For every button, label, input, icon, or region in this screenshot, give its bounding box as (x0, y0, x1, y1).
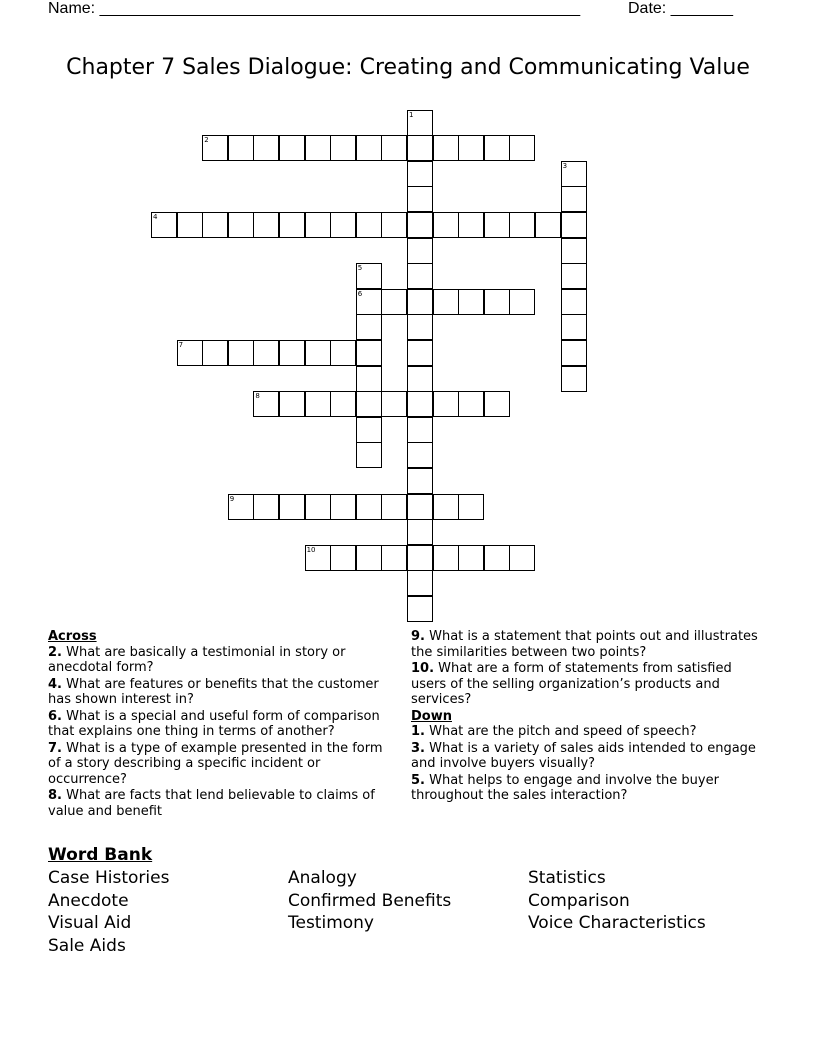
crossword-cell[interactable] (407, 468, 433, 494)
crossword-cell[interactable] (253, 212, 279, 238)
crossword-cell[interactable] (458, 494, 484, 520)
crossword-cell[interactable] (381, 289, 407, 315)
crossword-cell[interactable] (458, 391, 484, 417)
crossword-cell[interactable] (253, 494, 279, 520)
crossword-cell[interactable] (407, 161, 433, 187)
crossword-cell[interactable] (407, 417, 433, 443)
crossword-cell[interactable] (407, 289, 433, 315)
crossword-cell[interactable] (407, 340, 433, 366)
word-bank-item: Statistics (528, 868, 606, 888)
cell-number: 1 (409, 110, 414, 119)
crossword-cell[interactable] (407, 263, 433, 289)
crossword-cell[interactable] (458, 212, 484, 238)
cell-number: 7 (178, 340, 184, 349)
word-bank-item: Testimony (288, 913, 374, 933)
word-bank-item: Anecdote (48, 891, 129, 911)
crossword-cell[interactable] (407, 596, 433, 622)
crossword-cell[interactable] (381, 212, 407, 238)
clue-across-7: 7. What is a type of example presented in the form of a story describing a specific incident or occurrence? (48, 740, 383, 787)
clue-down-5: 5. What helps to engage and involve the buyer throughout the sales interaction? (411, 772, 719, 803)
crossword-cell[interactable] (228, 135, 254, 161)
crossword-cell[interactable] (356, 314, 382, 340)
crossword-cell[interactable] (381, 391, 407, 417)
crossword-cell[interactable] (509, 289, 535, 315)
clue-down-3: 3. What is a variety of sales aids intended to engage and involve buyers visually? (411, 740, 756, 771)
crossword-cell[interactable] (279, 494, 305, 520)
crossword-cell[interactable] (228, 494, 254, 520)
crossword-cell[interactable] (433, 135, 459, 161)
crossword-cell[interactable] (330, 494, 356, 520)
crossword-cell[interactable] (561, 161, 587, 187)
crossword-cell[interactable] (561, 186, 587, 212)
clue-across-4: 4. What are features or benefits that the customer has shown interest in? (48, 676, 379, 707)
crossword-cell[interactable] (535, 212, 561, 238)
word-bank-item: Case Histories (48, 868, 170, 888)
cell-number: 3 (562, 161, 568, 170)
crossword-cell[interactable] (330, 391, 356, 417)
clue-across-2: 2. What are basically a testimonial in story or anecdotal form? (48, 644, 346, 675)
crossword-cell[interactable] (356, 212, 382, 238)
crossword-cell[interactable] (330, 212, 356, 238)
crossword-cell[interactable] (279, 340, 305, 366)
crossword-cell[interactable] (356, 366, 382, 392)
crossword-cell[interactable] (509, 212, 535, 238)
crossword-cell[interactable] (484, 135, 510, 161)
crossword-cell[interactable] (407, 110, 433, 136)
word-bank-item: Visual Aid (48, 913, 132, 933)
crossword-cell[interactable] (561, 263, 587, 289)
crossword-cell[interactable] (305, 494, 331, 520)
crossword-cell[interactable] (279, 135, 305, 161)
crossword-cell[interactable] (305, 212, 331, 238)
crossword-cell[interactable] (202, 212, 228, 238)
crossword-cell[interactable] (484, 289, 510, 315)
crossword-cell[interactable] (151, 212, 177, 238)
crossword-cell[interactable] (356, 340, 382, 366)
crossword-cell[interactable] (356, 442, 382, 468)
crossword-cell[interactable] (381, 545, 407, 571)
crossword-cell[interactable] (356, 417, 382, 443)
clue-across-6: 6. What is a special and useful form of comparison that explains one thing in terms of another? (48, 708, 380, 739)
crossword-cell[interactable] (356, 494, 382, 520)
crossword-cell[interactable] (279, 212, 305, 238)
crossword-cell[interactable] (509, 545, 535, 571)
crossword-cell[interactable] (177, 212, 203, 238)
page-title: Chapter 7 Sales Dialogue: Creating and Communicating Value (66, 55, 750, 80)
cell-number: 8 (255, 392, 260, 401)
cell-number: 4 (153, 212, 158, 221)
crossword-cell[interactable] (407, 570, 433, 596)
word-bank-item: Sale Aids (48, 936, 126, 956)
across-heading: Across (48, 629, 97, 644)
crossword-cell[interactable] (407, 212, 433, 238)
cell-number: 9 (229, 494, 235, 503)
clue-across-8: 8. What are facts that lend believable to claims of value and benefit (48, 788, 375, 819)
crossword-cell[interactable] (484, 212, 510, 238)
crossword-cell[interactable] (356, 289, 382, 315)
crossword-cell[interactable] (177, 340, 203, 366)
crossword-cell[interactable] (407, 391, 433, 417)
crossword-cell[interactable] (407, 135, 433, 161)
crossword-cell[interactable] (356, 545, 382, 571)
crossword-cell[interactable] (407, 494, 433, 520)
crossword-cell[interactable] (330, 545, 356, 571)
crossword-cell[interactable] (381, 135, 407, 161)
crossword-cell[interactable] (253, 391, 279, 417)
cell-number: 6 (357, 289, 363, 298)
crossword-cell[interactable] (561, 366, 587, 392)
cell-number: 2 (204, 136, 209, 145)
crossword-cell[interactable] (279, 391, 305, 417)
crossword-cell[interactable] (228, 340, 254, 366)
crossword-cell[interactable] (433, 494, 459, 520)
clues-column-right (411, 629, 761, 805)
crossword-cell[interactable] (330, 340, 356, 366)
crossword-cell[interactable] (561, 340, 587, 366)
name-field-line: Name: ______________________________________________________ (48, 0, 581, 17)
word-bank-item: Voice Characteristics (528, 913, 706, 933)
crossword-cell[interactable] (407, 519, 433, 545)
crossword-cell[interactable] (305, 391, 331, 417)
crossword-cell[interactable] (458, 289, 484, 315)
crossword-cell[interactable] (458, 545, 484, 571)
crossword-cell[interactable] (253, 135, 279, 161)
word-bank-item: Confirmed Benefits (288, 891, 452, 911)
crossword-cell[interactable] (561, 238, 587, 264)
crossword-cell[interactable] (433, 391, 459, 417)
clue-down-1: 1. What are the pitch and speed of speech? (411, 724, 697, 739)
crossword-cell[interactable] (305, 545, 331, 571)
crossword-cell[interactable] (561, 314, 587, 340)
crossword-cell[interactable] (484, 391, 510, 417)
crossword-cell[interactable] (561, 289, 587, 315)
clues-column-left (48, 629, 388, 820)
crossword-cell[interactable] (509, 135, 535, 161)
crossword-cell[interactable] (407, 314, 433, 340)
word-bank-title: Word Bank (48, 845, 153, 865)
crossword-cell[interactable] (253, 340, 279, 366)
crossword-cell[interactable] (202, 135, 228, 161)
crossword-cell[interactable] (305, 340, 331, 366)
crossword-cell[interactable] (330, 135, 356, 161)
crossword-cell[interactable] (356, 391, 382, 417)
crossword-cell[interactable] (433, 212, 459, 238)
crossword-cell[interactable] (407, 545, 433, 571)
crossword-cell[interactable] (484, 545, 510, 571)
crossword-cell[interactable] (458, 135, 484, 161)
crossword-cell[interactable] (407, 186, 433, 212)
cell-number: 5 (357, 264, 363, 273)
crossword-cell[interactable] (433, 545, 459, 571)
crossword-cell[interactable] (356, 135, 382, 161)
crossword-cell[interactable] (561, 212, 587, 238)
word-bank-item: Analogy (288, 868, 357, 888)
clue-across-10: 10. What are a form of statements from satisfied users of the selling organization’s products and services? (411, 661, 732, 707)
crossword-cell[interactable] (407, 238, 433, 264)
crossword-cell[interactable] (381, 494, 407, 520)
word-bank-item: Comparison (528, 891, 630, 911)
crossword-cell[interactable] (407, 366, 433, 392)
down-heading: Down (411, 708, 452, 724)
crossword-cell[interactable] (433, 289, 459, 315)
crossword-cell[interactable] (407, 442, 433, 468)
date-field-line: Date: _______ (628, 0, 733, 17)
crossword-cell[interactable] (228, 212, 254, 238)
clue-across-9: 9. What is a statement that points out and illustrates the similarities between two points? (411, 629, 758, 660)
crossword-cell[interactable] (305, 135, 331, 161)
crossword-cell[interactable] (202, 340, 228, 366)
cell-number: 10 (306, 545, 316, 554)
crossword-cell[interactable] (356, 263, 382, 289)
